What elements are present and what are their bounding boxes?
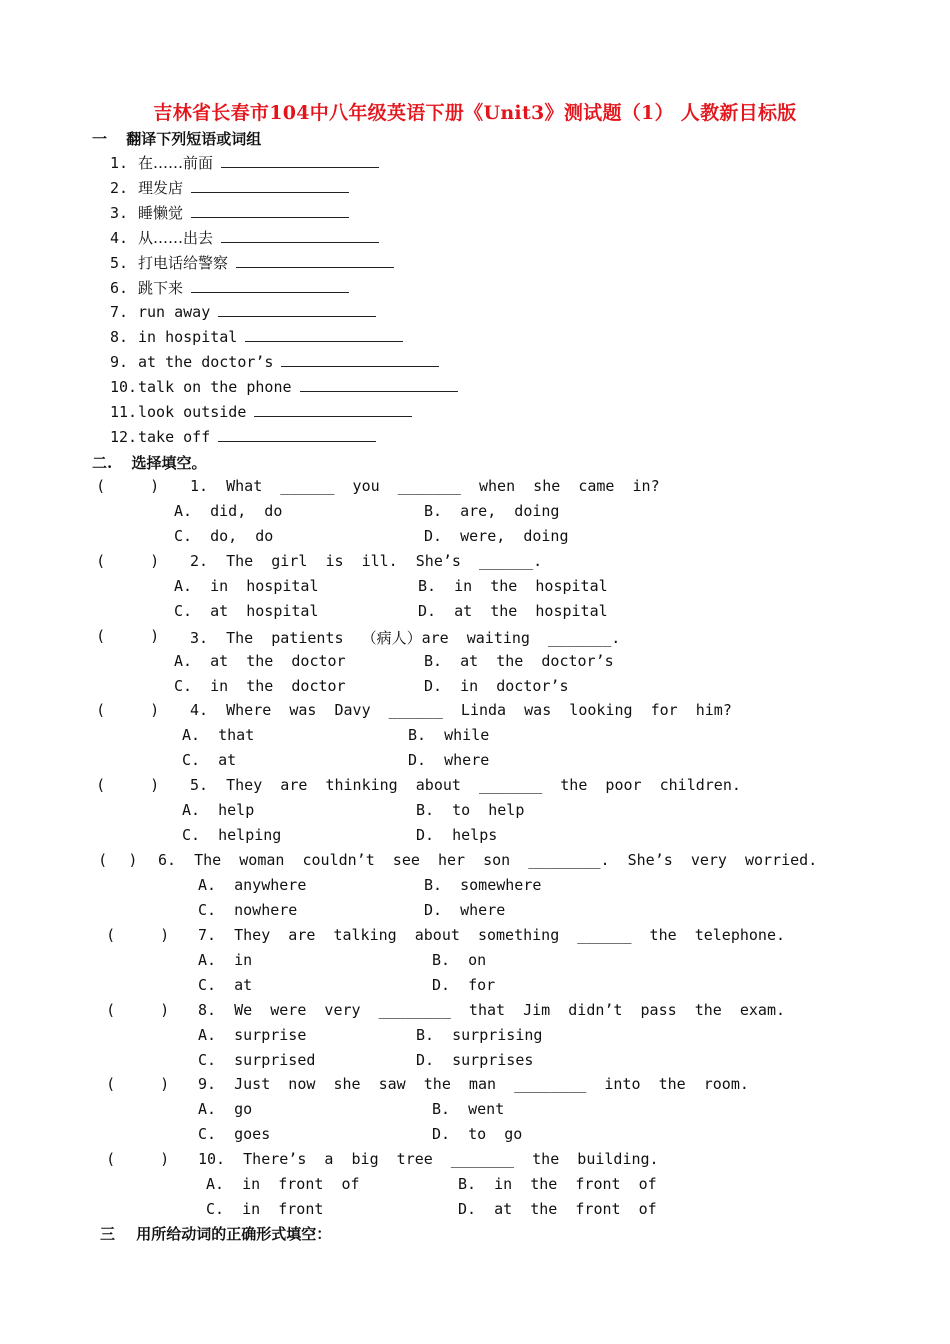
section1-item [110, 152, 379, 173]
answer-blank[interactable] [218, 427, 376, 442]
option-d: D. where [424, 901, 506, 919]
question-stem: 3. The patients （病人）are waiting _______. [190, 629, 621, 647]
section1-item [110, 177, 349, 198]
item-number: 6. [110, 279, 129, 297]
question-stem: 8. We were very ________ that Jim didn’t pass the exam. [198, 1001, 785, 1019]
section3-heading [100, 1223, 331, 1244]
answer-bracket[interactable]: ( ) [108, 1001, 168, 1019]
section2-heading [92, 452, 206, 473]
section1-item [110, 277, 349, 298]
option-c: C. surprised [198, 1051, 316, 1069]
item-number: 2. [110, 179, 129, 197]
option-a: A. that [182, 726, 255, 744]
question-stem: 10. There’s a big tree _______ the building. [198, 1150, 659, 1168]
option-d: D. in doctor’s [424, 677, 569, 695]
option-b: B. while [408, 726, 490, 744]
item-text: 跳下来 [138, 279, 184, 297]
section3-number: 三 [100, 1225, 116, 1243]
item-number: 5. [110, 254, 129, 272]
section1-title: 翻译下列短语或词组 [126, 130, 262, 148]
option-c: C. at [198, 976, 253, 994]
answer-blank[interactable] [221, 228, 379, 243]
item-number: 9. [110, 353, 129, 371]
answer-bracket[interactable]: ( ) [98, 477, 158, 495]
item-text: 睡懒觉 [138, 204, 184, 222]
answer-blank[interactable] [218, 302, 376, 317]
section1-item [110, 352, 439, 371]
option-b: B. went [432, 1100, 505, 1118]
option-b: B. are, doing [424, 502, 560, 520]
answer-bracket[interactable]: ( ) [100, 851, 136, 869]
section1-item [110, 402, 412, 421]
answer-bracket[interactable]: ( ) [98, 552, 158, 570]
option-c: C. at hospital [174, 602, 319, 620]
option-b: B. somewhere [424, 876, 542, 894]
answer-bracket[interactable]: ( ) [98, 776, 158, 794]
answer-bracket[interactable]: ( ) [108, 926, 168, 944]
item-text: look outside [138, 403, 247, 421]
option-c: C. nowhere [198, 901, 298, 919]
option-a: A. surprise [198, 1026, 307, 1044]
section2-number: 二. [92, 454, 113, 472]
option-b: B. at the doctor’s [424, 652, 614, 670]
section1-item [110, 227, 379, 248]
answer-bracket[interactable]: ( ) [108, 1075, 168, 1093]
option-c: C. do, do [174, 527, 274, 545]
option-c: C. goes [198, 1125, 271, 1143]
item-number: 8. [110, 328, 129, 346]
item-text: in hospital [138, 328, 238, 346]
option-a: A. in front of [206, 1175, 360, 1193]
answer-bracket[interactable]: ( ) [98, 701, 158, 719]
answer-bracket[interactable]: ( ) [98, 627, 158, 645]
option-a: A. in [198, 951, 253, 969]
option-c: C. in the doctor [174, 677, 346, 695]
section2-title: 选择填空。 [131, 454, 207, 472]
option-d: D. were, doing [424, 527, 569, 545]
option-d: D. at the front of [458, 1200, 657, 1218]
question-stem: 1. What ______ you _______ when she came in? [190, 477, 660, 495]
answer-blank[interactable] [191, 178, 349, 193]
item-number: 11. [110, 403, 138, 421]
item-text: 从……出去 [138, 229, 214, 247]
option-a: A. go [198, 1100, 253, 1118]
section1-item [110, 377, 458, 396]
section1-item [110, 327, 403, 346]
option-b: B. in the hospital [418, 577, 608, 595]
section1-heading [92, 128, 261, 149]
option-b: B. on [432, 951, 487, 969]
option-c: C. helping [182, 826, 282, 844]
item-text: at the doctor’s [138, 353, 274, 371]
option-b: B. in the front of [458, 1175, 657, 1193]
item-text: talk on the phone [138, 378, 292, 396]
option-d: D. where [408, 751, 490, 769]
answer-blank[interactable] [281, 352, 439, 367]
item-number: 3. [110, 204, 129, 222]
item-number: 4. [110, 229, 129, 247]
option-b: B. to help [416, 801, 525, 819]
option-a: A. at the doctor [174, 652, 346, 670]
option-a: A. anywhere [198, 876, 307, 894]
answer-blank[interactable] [191, 203, 349, 218]
option-a: A. in hospital [174, 577, 319, 595]
item-text: 打电话给警察 [138, 254, 229, 272]
item-number: 12. [110, 428, 138, 446]
item-number: 1. [110, 154, 129, 172]
question-stem: 2. The girl is ill. She’s ______. [190, 552, 543, 570]
section1-item [110, 252, 394, 273]
section1-item [110, 202, 349, 223]
answer-blank[interactable] [300, 377, 458, 392]
answer-blank[interactable] [221, 153, 379, 168]
item-text: 在……前面 [138, 154, 214, 172]
section3-title: 用所给动词的正确形式填空： [136, 1225, 332, 1243]
option-d: D. to go [432, 1125, 523, 1143]
item-number: 10. [110, 378, 138, 396]
option-a: A. did, do [174, 502, 283, 520]
item-number: 7. [110, 303, 129, 321]
option-d: D. for [432, 976, 496, 994]
option-a: A. help [182, 801, 255, 819]
section1-item [110, 427, 376, 446]
answer-bracket[interactable]: ( ) [108, 1150, 168, 1168]
answer-blank[interactable] [236, 253, 394, 268]
answer-blank[interactable] [254, 402, 412, 417]
question-stem: 6. The woman couldn’t see her son ________. She’s very worried. [158, 851, 818, 869]
answer-blank[interactable] [191, 278, 349, 293]
option-d: D. surprises [416, 1051, 534, 1069]
question-stem: 4. Where was Davy ______ Linda was looking for him? [190, 701, 732, 719]
option-b: B. surprising [416, 1026, 543, 1044]
question-stem: 9. Just now she saw the man ________ into the room. [198, 1075, 749, 1093]
section1-number: 一 [92, 130, 108, 148]
option-d: D. helps [416, 826, 498, 844]
item-text: run away [138, 303, 211, 321]
section1-item [110, 302, 376, 321]
item-text: 理发店 [138, 179, 184, 197]
page-title: 吉林省长春市104中八年级英语下册《Unit3》测试题（1） 人教新目标版 [153, 102, 797, 124]
question-stem: 7. They are talking about something ______ the telephone. [198, 926, 785, 944]
option-c: C. in front [206, 1200, 324, 1218]
option-d: D. at the hospital [418, 602, 608, 620]
answer-blank[interactable] [245, 327, 403, 342]
question-stem: 5. They are thinking about _______ the poor children. [190, 776, 741, 794]
option-c: C. at [182, 751, 237, 769]
item-text: take off [138, 428, 211, 446]
